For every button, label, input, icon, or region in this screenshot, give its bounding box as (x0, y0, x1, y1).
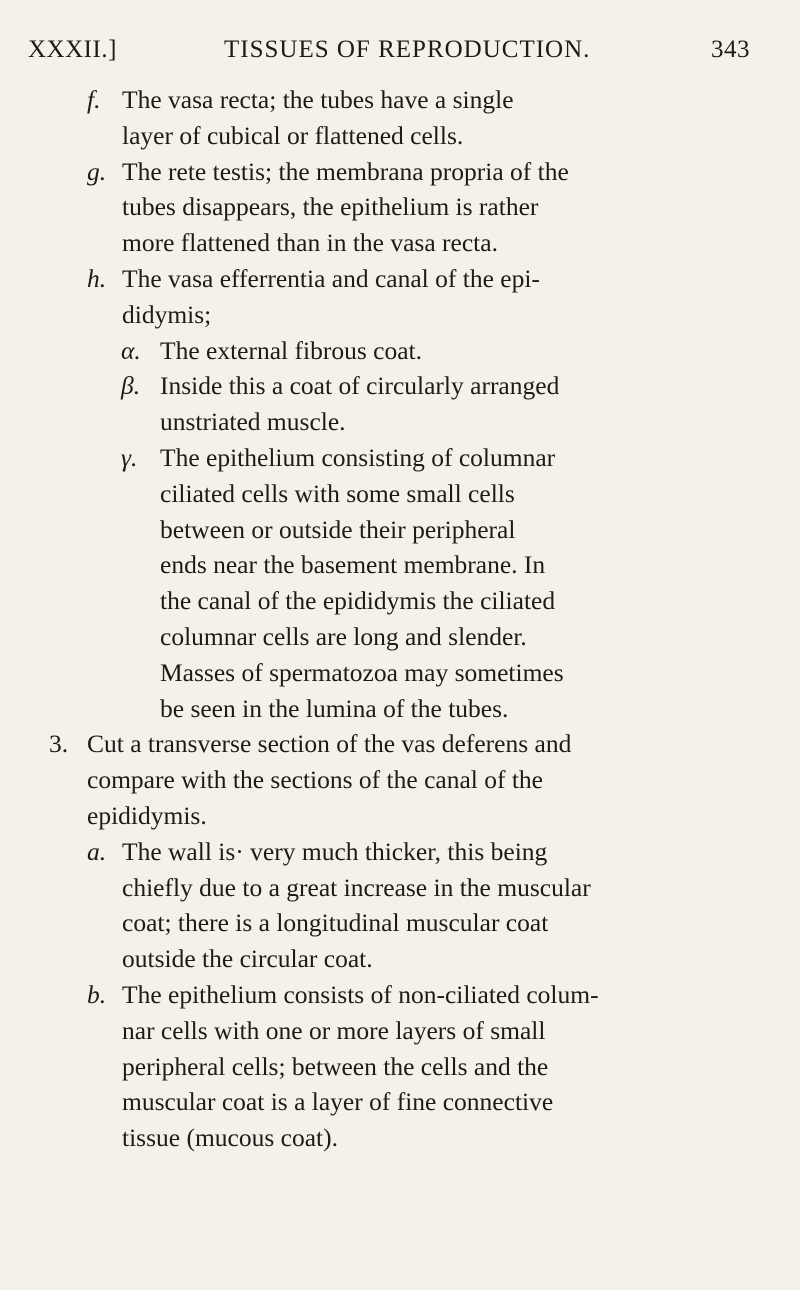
text-line: between or outside their peripheral (160, 514, 516, 544)
list-item-beta (0, 368, 800, 440)
text-line: be seen in the lumina of the tubes. (160, 693, 509, 723)
text-line: tubes disappears, the epithelium is rather (122, 192, 539, 222)
text-line: more flattened than in the vasa recta. (122, 228, 498, 258)
item-text (122, 834, 742, 977)
item-text (87, 726, 742, 833)
text-line: muscular coat is a layer of fine connective (122, 1087, 554, 1117)
text-line: Masses of spermatozoa may sometimes (160, 657, 564, 687)
text-line: The external fibrous coat. (160, 335, 422, 365)
list-item-f (0, 82, 800, 154)
item-text (122, 977, 742, 1156)
text-line: ends near the basement membrane. In (160, 550, 546, 580)
item-marker: h. (87, 263, 107, 293)
text-line: the canal of the epididymis the ciliated (160, 586, 556, 616)
page-body (0, 82, 800, 1156)
item-text (160, 368, 742, 440)
item-text (122, 261, 742, 333)
text-line: peripheral cells; between the cells and the (122, 1051, 549, 1081)
text-line: Inside this a coat of circularly arranged (160, 371, 560, 401)
text-line: Cut a transverse section of the vas deferens and (87, 729, 572, 759)
text-line: nar cells with one or more layers of small (122, 1015, 546, 1045)
list-item-b (0, 977, 800, 1156)
text-line: outside the circular coat. (122, 944, 373, 974)
list-item-gamma (0, 440, 800, 726)
text-line: The epithelium consists of non-ciliated colum- (122, 979, 599, 1009)
text-line: columnar cells are long and slender. (160, 621, 527, 651)
item-marker: β. (121, 371, 141, 401)
text-line: compare with the sections of the canal of the (87, 765, 543, 795)
text-line: layer of cubical or flattened cells. (122, 120, 464, 150)
list-item-h (0, 261, 800, 333)
item-marker: 3. (49, 729, 69, 759)
item-marker: a. (87, 836, 107, 866)
item-marker: b. (87, 979, 107, 1009)
item-text (122, 82, 742, 154)
running-title: TISSUES OF REPRODUCTION. (224, 36, 591, 63)
list-item-a (0, 834, 800, 977)
text-line: coat; there is a longitudinal muscular coat (122, 908, 549, 938)
item-text (160, 333, 742, 369)
item-marker: α. (121, 335, 141, 365)
text-line: tissue (mucous coat). (122, 1123, 338, 1153)
text-line: epididymis. (87, 800, 207, 830)
text-line: didymis; (122, 299, 212, 329)
running-header (28, 36, 750, 70)
item-text (160, 440, 742, 726)
list-item-alpha (0, 333, 800, 369)
item-marker: g. (87, 156, 107, 186)
text-line: chiefly due to a great increase in the muscular (122, 872, 591, 902)
chapter-number: XXXII.] (28, 36, 117, 63)
text-line: unstriated muscle. (160, 407, 346, 437)
page-number: 343 (711, 36, 750, 63)
text-line: The wall is· very much thicker, this being (122, 836, 548, 866)
text-line: The vasa efferrentia and canal of the epi- (122, 263, 540, 293)
item-text (122, 154, 742, 261)
text-line: The rete testis; the membrana propria of the (122, 156, 569, 186)
text-line: The vasa recta; the tubes have a single (122, 85, 514, 114)
list-item-g (0, 154, 800, 261)
item-marker: γ. (121, 442, 138, 472)
text-line: ciliated cells with some small cells (160, 478, 515, 508)
item-marker: f. (87, 85, 101, 114)
text-line: The epithelium consisting of columnar (160, 442, 556, 472)
list-item-3 (0, 726, 800, 833)
